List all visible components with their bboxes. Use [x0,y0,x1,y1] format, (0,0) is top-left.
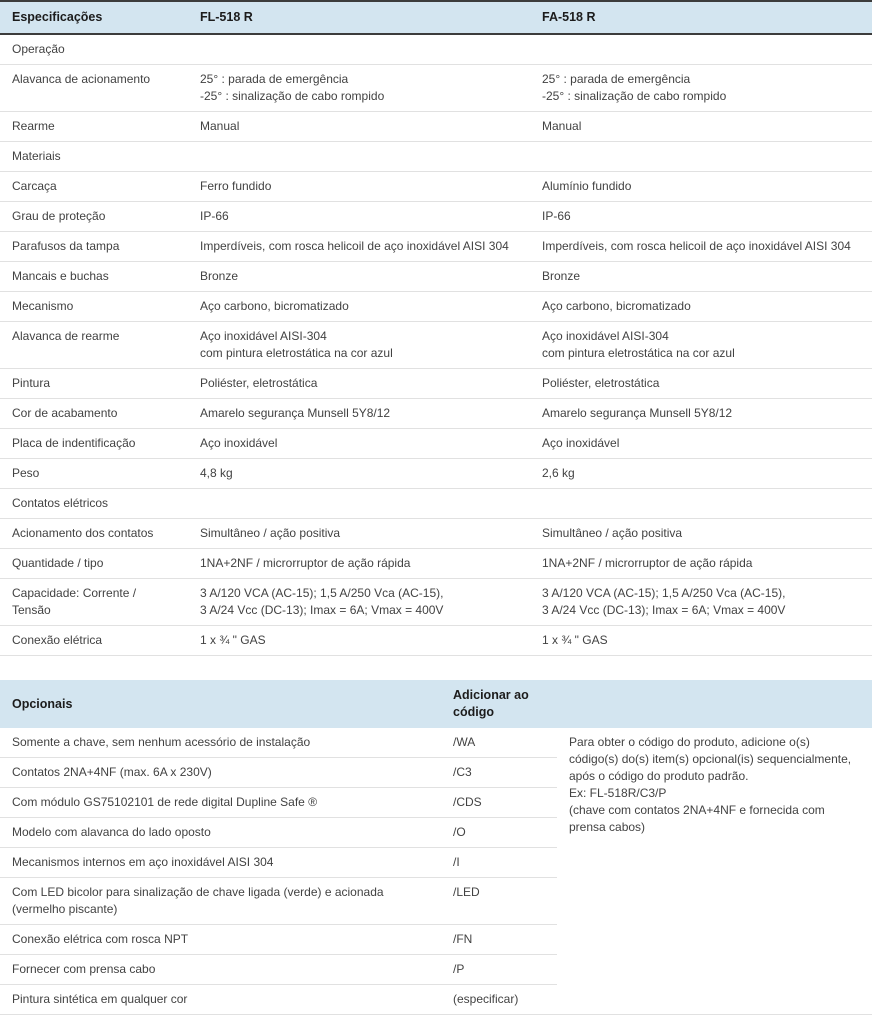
spec-label: Mancais e buchas [0,262,188,292]
spec-value-fa518r-line: Alumínio fundido [542,179,632,193]
ordering-code-note-paragraph: (chave com contatos 2NA+4NF e fornecida com prensa cabos) [569,803,825,834]
spec-value-fa518r-line: 2,6 kg [542,466,575,480]
option-label: Fornecer com prensa cabo [0,955,441,985]
spec-value-fl518r [188,232,530,262]
spec-value-fa518r-line: 1NA+2NF / microrruptor de ação rápida [542,556,753,570]
spec-value-fl518r-line: Amarelo segurança Munsell 5Y8/12 [200,406,391,420]
spec-value-fl518r-line: 4,8 kg [200,466,233,480]
option-code: /O [441,818,557,848]
spec-header-especificacoes: Especificações [0,1,188,34]
spec-value-fl518r [188,292,530,322]
spec-value-fa518r [530,369,872,399]
spec-table-row [0,369,872,399]
spec-table-row [0,579,872,626]
spec-value-fa518r [530,232,872,262]
spec-value-fa518r [530,626,872,656]
spec-table-row [0,65,872,112]
options-header-spacer [557,680,872,728]
spec-value-fa518r [530,549,872,579]
spec-value-fa518r-line: 3 A/24 Vcc (DC-13); Imax = 6A; Vmax = 400V [542,603,786,617]
spec-label: Carcaça [0,172,188,202]
spec-value-fl518r-line: com pintura eletrostática na cor azul [200,346,393,360]
spec-value-fl518r [188,172,530,202]
spec-value-fl518r-line: -25° : sinalização de cabo rompido [200,89,385,103]
spec-value-fl518r-line: 25° : parada de emergência [200,72,349,86]
spec-value-fl518r-line: Imperdíveis, com rosca helicoil de aço inoxidável AISI 304 [200,239,509,253]
spec-value-fl518r-line: Aço inoxidável [200,436,278,450]
spec-value-fa518r-line: Simultâneo / ação positiva [542,526,683,540]
spec-value-fl518r [188,549,530,579]
spec-label: Capacidade: Corrente / Tensão [0,579,188,626]
spec-section-label: Contatos elétricos [0,489,872,519]
spec-value-fl518r-line: Ferro fundido [200,179,272,193]
spec-label: Mecanismo [0,292,188,322]
spec-label: Cor de acabamento [0,399,188,429]
spec-label: Grau de proteção [0,202,188,232]
spec-value-fl518r-line: 3 A/120 VCA (AC-15); 1,5 A/250 Vca (AC-15), [200,586,444,600]
spec-table-row [0,519,872,549]
spec-value-fl518r-line: Aço carbono, bicromatizado [200,299,349,313]
spec-label: Pintura [0,369,188,399]
spec-value-fl518r [188,369,530,399]
spec-table-row [0,399,872,429]
spec-label: Parafusos da tampa [0,232,188,262]
spec-header-fa518r: FA-518 R [530,1,872,34]
spec-label: Alavanca de rearme [0,322,188,369]
spec-value-fa518r-line: IP-66 [542,209,571,223]
spec-value-fa518r-line: com pintura eletrostática na cor azul [542,346,735,360]
spec-value-fl518r-line: Manual [200,119,240,133]
spec-table-row [0,626,872,656]
spec-label: Quantidade / tipo [0,549,188,579]
spec-value-fl518r [188,399,530,429]
spec-value-fa518r-line: 25° : parada de emergência [542,72,691,86]
spec-value-fl518r-line: IP-66 [200,209,229,223]
options-table-header-row [0,680,872,728]
spec-value-fl518r-line: 1NA+2NF / microrruptor de ação rápida [200,556,411,570]
option-code: /I [441,848,557,878]
option-code: /P [441,955,557,985]
spec-label: Alavanca de acionamento [0,65,188,112]
spec-value-fa518r [530,65,872,112]
option-label: Mecanismos internos em aço inoxidável AISI 304 [0,848,441,878]
spec-label: Conexão elétrica [0,626,188,656]
option-code: (especificar) [441,985,557,1015]
option-label: Somente a chave, sem nenhum acessório de instalação [0,728,441,758]
spec-value-fl518r-line: Poliéster, eletrostática [200,376,318,390]
option-label: Com LED bicolor para sinalização de chave ligada (verde) e acionada (vermelho piscante) [0,878,441,925]
spec-value-fa518r [530,519,872,549]
spec-value-fa518r [530,292,872,322]
spec-value-fl518r-line: 3 A/24 Vcc (DC-13); Imax = 6A; Vmax = 400V [200,603,444,617]
spec-value-fl518r-line: Bronze [200,269,239,283]
spec-value-fa518r-line: 1 x ¾ " GAS [542,633,608,647]
spec-value-fl518r [188,579,530,626]
ordering-code-note [557,728,872,1015]
spec-table-row [0,232,872,262]
option-label: Modelo com alavanca do lado oposto [0,818,441,848]
option-code: /FN [441,925,557,955]
spec-value-fl518r [188,202,530,232]
spec-value-fl518r [188,519,530,549]
spec-value-fa518r [530,579,872,626]
spec-value-fa518r-line: 3 A/120 VCA (AC-15); 1,5 A/250 Vca (AC-15), [542,586,786,600]
spec-value-fl518r [188,262,530,292]
option-label: Com módulo GS75102101 de rede digital Dupline Safe ® [0,788,441,818]
option-code: /LED [441,878,557,925]
options-header-adicionar-ao-codigo: Adicionar ao código [441,680,557,728]
spec-value-fa518r-line: Bronze [542,269,581,283]
spec-value-fl518r [188,626,530,656]
spec-table-header-row [0,1,872,34]
spec-value-fa518r [530,262,872,292]
spec-table-row [0,112,872,142]
spec-value-fa518r-line: Aço carbono, bicromatizado [542,299,691,313]
spec-table-row [0,322,872,369]
options-table [0,680,872,1015]
option-code: /WA [441,728,557,758]
spec-value-fl518r [188,459,530,489]
spec-value-fa518r [530,112,872,142]
spec-value-fa518r [530,429,872,459]
spec-value-fa518r [530,202,872,232]
spec-value-fa518r [530,399,872,429]
spec-value-fa518r-line: Imperdíveis, com rosca helicoil de aço inoxidável AISI 304 [542,239,851,253]
spec-value-fl518r [188,429,530,459]
spec-value-fl518r-line: 1 x ¾ " GAS [200,633,266,647]
spec-header-fl518r: FL-518 R [188,1,530,34]
spec-value-fa518r-line: Amarelo segurança Munsell 5Y8/12 [542,406,733,420]
spec-value-fl518r-line: Aço inoxidável AISI-304 [200,329,327,343]
spec-value-fa518r-line: -25° : sinalização de cabo rompido [542,89,727,103]
spec-value-fl518r [188,322,530,369]
spec-value-fl518r-line: Simultâneo / ação positiva [200,526,341,540]
spec-value-fa518r-line: Aço inoxidável AISI-304 [542,329,669,343]
spec-table-row [0,292,872,322]
spec-section-row [0,489,872,519]
options-table-body [0,728,872,1015]
spec-label: Rearme [0,112,188,142]
spec-label: Peso [0,459,188,489]
spec-table-row [0,262,872,292]
spec-table-body [0,34,872,656]
spec-label: Acionamento dos contatos [0,519,188,549]
spec-value-fa518r [530,459,872,489]
option-code: /C3 [441,758,557,788]
spec-value-fa518r-line: Poliéster, eletrostática [542,376,660,390]
spec-section-row [0,142,872,172]
ordering-code-note-paragraph: Ex: FL-518R/C3/P [569,786,667,800]
spec-table-row [0,459,872,489]
option-label: Pintura sintética em qualquer cor [0,985,441,1015]
spec-table-row [0,549,872,579]
spec-section-label: Materiais [0,142,872,172]
option-label: Conexão elétrica com rosca NPT [0,925,441,955]
ordering-code-note-paragraph: Para obter o código do produto, adicione o(s) código(s) do(s) item(s) opcional(is) sequencialmente, após o código do produto padrão. [569,735,852,783]
spec-value-fl518r [188,65,530,112]
spec-value-fa518r-line: Manual [542,119,582,133]
spec-section-row [0,34,872,65]
options-table-row [0,728,872,758]
option-code: /CDS [441,788,557,818]
spec-value-fa518r [530,322,872,369]
spec-table-row [0,172,872,202]
spec-table-row [0,429,872,459]
spec-value-fa518r-line: Aço inoxidável [542,436,620,450]
spec-table-row [0,202,872,232]
spec-value-fl518r [188,112,530,142]
spec-value-fa518r [530,172,872,202]
option-label: Contatos 2NA+4NF (max. 6A x 230V) [0,758,441,788]
options-header-opcionais: Opcionais [0,680,441,728]
spec-section-label: Operação [0,34,872,65]
spec-label: Placa de indentificação [0,429,188,459]
